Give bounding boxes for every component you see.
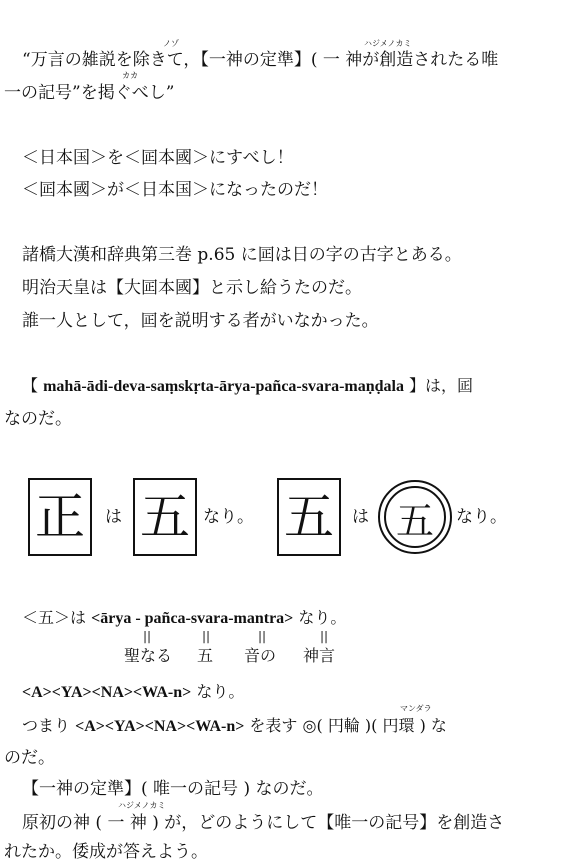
p5-ayanawan-2: <A><YA><NA><WA-n>: [75, 718, 245, 735]
eq-mark-3: ||: [258, 629, 267, 643]
p5-line4: [22, 714, 447, 739]
gloss-seinaru: 聖なる: [124, 646, 173, 665]
ruby-hajime-1: ハジメノカミ: [364, 39, 412, 48]
p1-line1: “万言の雑説を除きて，【一神の定準】( 一 神が創造されたる唯: [22, 50, 499, 70]
p5-nari-2: なり。: [191, 682, 245, 701]
p3-line2: 明治天皇は【大囸本國】と示し給うたのだ。: [22, 278, 362, 298]
p4-bracket-close: 】は，囸: [403, 376, 474, 395]
double-circle-icon: ◎: [302, 716, 317, 735]
glyph-wa-2: は: [352, 507, 369, 527]
p4-bracket-open: 【: [22, 376, 44, 395]
ruby-hajime-2: ハジメノカミ: [118, 801, 166, 810]
eq-mark-4: ||: [320, 629, 329, 643]
p6-line3: れたか。倭成が答えよう。: [4, 842, 208, 862]
glyph-box-2: 五: [133, 478, 197, 556]
glyph-double-circle: [378, 480, 452, 554]
p5-line1: [22, 606, 346, 631]
p4-line2: なのだ。: [4, 409, 72, 429]
p3-line1: 諸橋大漢和辞典第三巻 p.65 に囸は日の字の古字とある。: [22, 245, 462, 265]
p3-line3: 誰一人として，囸を説明する者がいなかった。: [22, 311, 379, 331]
p5-line5: のだ。: [4, 748, 55, 768]
p5-ayanawan-1: <A><YA><NA><WA-n>: [22, 684, 192, 701]
p5-nari: なり。: [293, 608, 347, 627]
p5-arawasu: を表す: [244, 716, 303, 735]
glyph-nari-1: なり。: [203, 507, 254, 527]
gloss-shingon: 神言: [303, 646, 336, 665]
p4-sanskrit-term: mahā-ādi-deva-saṃskṛta-ārya-pañca-svara-maṇḍala: [43, 378, 404, 395]
ruby-kaka: カカ: [122, 71, 138, 80]
glyph-wa-1: は: [105, 507, 122, 527]
p5-line3: [22, 680, 244, 705]
p5-mantra-term: <ārya - pañca-svara-mantra>: [91, 610, 294, 627]
eq-mark-2: ||: [202, 629, 211, 643]
p6-line1: 【一神の定準】( 唯一の記号 ) なのだ。: [22, 779, 324, 799]
p1-line2: 一の記号”を掲ぐべし”: [4, 83, 175, 103]
p2-line2: ＜囸本國＞が＜日本国＞になったのだ！: [22, 180, 328, 200]
p5-go-wa: ＜五＞は: [22, 608, 92, 627]
glyph-box-3: 五: [277, 478, 341, 556]
eq-mark-1: ||: [143, 629, 152, 643]
glyph-circle-inner: 五: [384, 486, 446, 548]
ruby-mandara: マンダラ: [400, 704, 432, 713]
glyph-box-1: 正: [28, 478, 92, 556]
ruby-nozo: ノゾ: [163, 39, 179, 48]
p4-line1: [22, 374, 473, 399]
p2-line1: ＜日本国＞を＜囸本國＞にすべし！: [22, 148, 294, 168]
gloss-go: 五: [197, 646, 214, 665]
glyph-nari-2: なり。: [456, 507, 507, 527]
p6-line2: 原初の神 ( 一 神 ) が，どのようにして【唯一の記号】を創造さ: [22, 813, 505, 833]
gloss-onno: 音の: [244, 646, 277, 665]
p5-enrin: ( 円輪 )( 円環 ) な: [316, 716, 447, 735]
p5-tsumari: つまり: [22, 716, 76, 735]
